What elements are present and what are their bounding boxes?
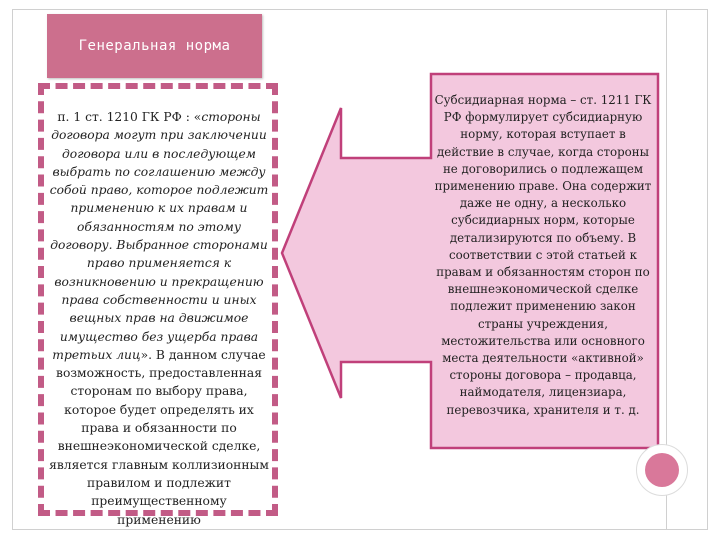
subsidiary-norm-text: Субсидиарная норма – ст. 1211 ГК РФ формулирует субсидиарную норму, которая вступает в действие в случае, когда стороны не договорились о подлежащем применению праве. Она содержит даже не одну, а несколько субсидиарных норм, которые детализируются по объему. В соответствии с этой статьей к правам и обязанностям сторон по внешнеэкономической сделке подлежит применению закон страны учреждения, местожительства или основного места деятельности «активной» стороны договора – продавца, наймодателя, лицензиара, перевозчика, хранителя и т. д. <box>434 93 652 417</box>
general-norm-text <box>48 108 270 529</box>
general-norm-intro: п. 1 ст. 1210 ГК РФ : « <box>57 110 202 124</box>
heading-title: Генеральная норма <box>78 38 231 54</box>
general-norm-conclusion: ». В данном случае возможность, предоставленная сторонам по выбору права, которое будет определять их права и обязанности по внешнеэкономической сделке, является главным коллизионным правилом и подлежит преимущественному применению <box>49 347 269 527</box>
general-norm-heading <box>47 14 262 78</box>
general-norm-quote: стороны договора могут при заключении договора или в последующем выбрать по соглашению между собой право, которое подлежит применению к их правам и обязанностям по этому договору. Выбранное сторонами право применяется к возникновению и прекращению права собственности и иных вещных прав на движимое имущество без ущерба права третьих лиц <box>49 110 269 362</box>
decorative-circle-dot <box>645 453 679 487</box>
